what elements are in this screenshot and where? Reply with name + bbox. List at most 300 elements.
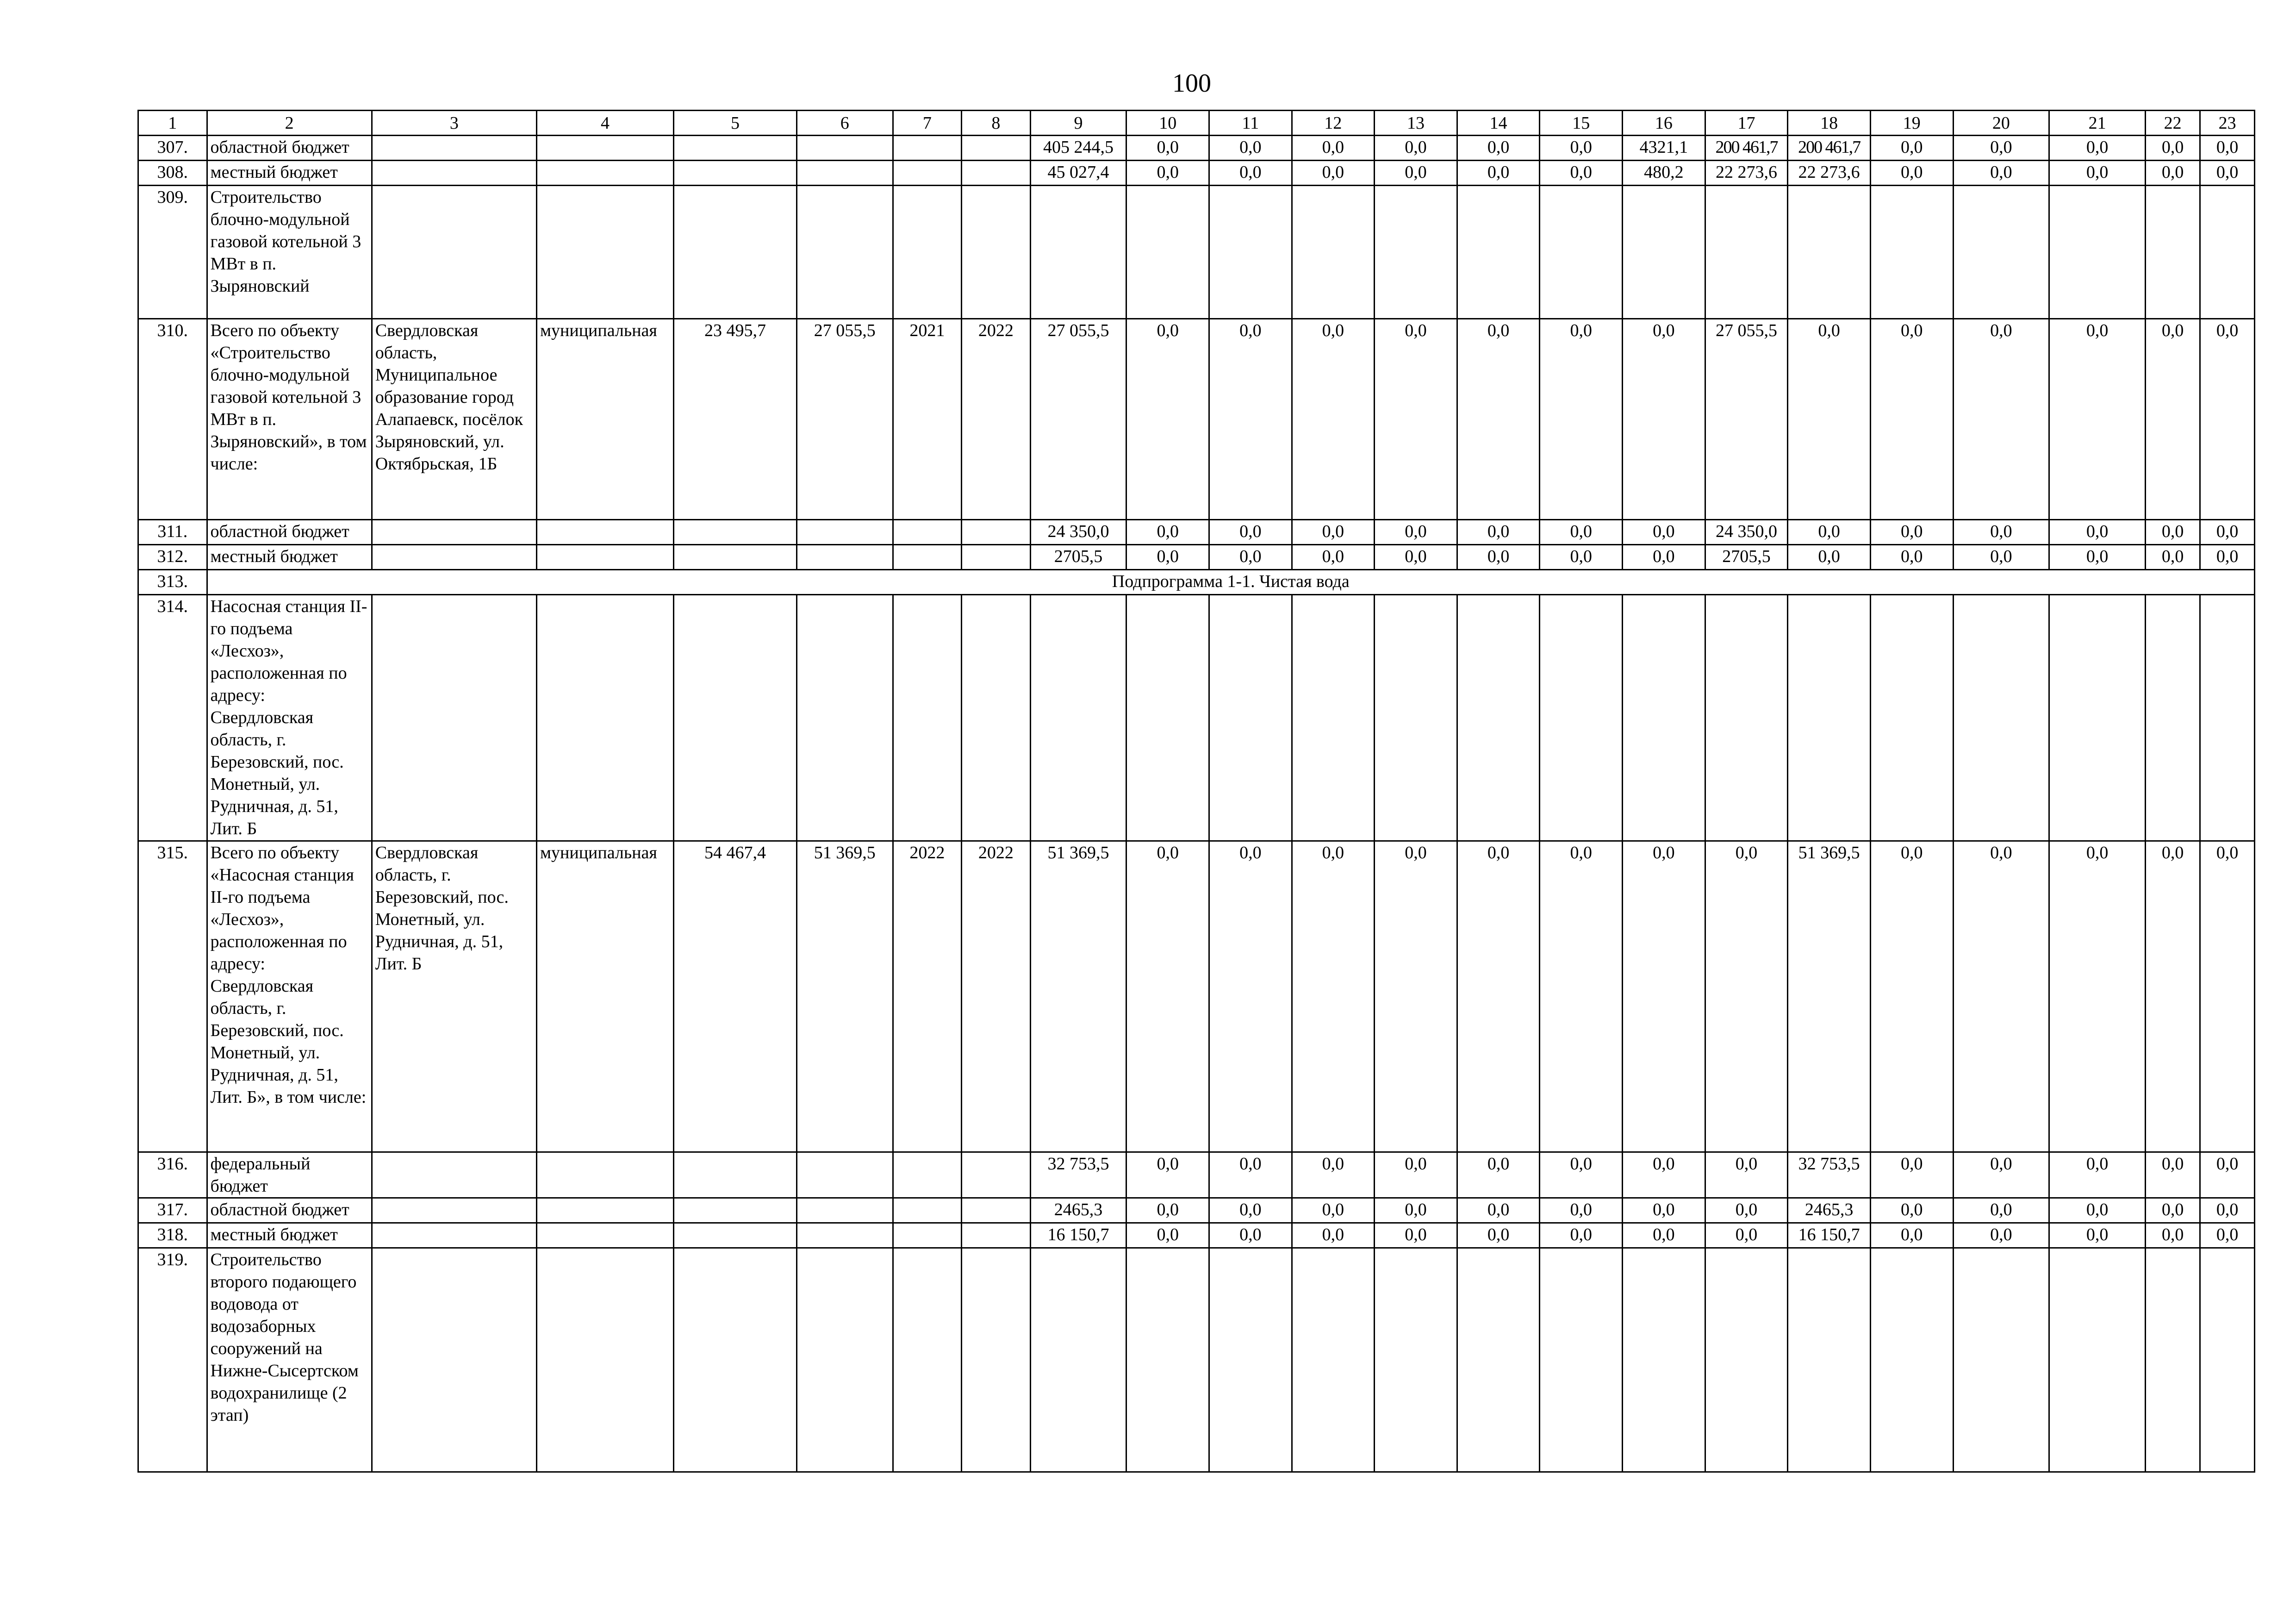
value-cell: 32 753,5 <box>1788 1152 1871 1198</box>
column-number: 11 <box>1209 111 1292 136</box>
value-cell: 0,0 <box>1209 1198 1292 1223</box>
value-cell: 0,0 <box>2049 1223 2146 1248</box>
value-cell: 200 461,7 <box>1705 136 1788 161</box>
total-cost <box>796 161 893 186</box>
value-cell: 0,0 <box>2200 161 2255 186</box>
ownership <box>536 520 673 545</box>
value-cell: 0,0 <box>1375 1223 1457 1248</box>
end-year <box>962 595 1031 841</box>
column-number: 2 <box>207 111 372 136</box>
value-cell: 0,0 <box>1292 1152 1375 1198</box>
value-cell <box>2049 186 2146 319</box>
ownership <box>536 186 673 319</box>
column-number: 14 <box>1457 111 1540 136</box>
value-cell: 0,0 <box>1209 161 1292 186</box>
object-name: областной бюджет <box>207 1198 372 1223</box>
value-cell: 0,0 <box>2145 841 2200 1152</box>
value-cell <box>1953 1248 2049 1472</box>
column-number: 5 <box>674 111 797 136</box>
value-cell: 16 150,7 <box>1030 1223 1126 1248</box>
column-number: 3 <box>372 111 536 136</box>
ownership <box>536 595 673 841</box>
value-cell: 0,0 <box>2145 136 2200 161</box>
object-location <box>372 186 536 319</box>
value-cell: 0,0 <box>1126 841 1209 1152</box>
value-cell <box>1030 186 1126 319</box>
end-year <box>962 520 1031 545</box>
ownership <box>536 161 673 186</box>
value-cell: 51 369,5 <box>1788 841 1871 1152</box>
row-number: 319. <box>138 1248 207 1472</box>
value-cell: 0,0 <box>1870 841 1953 1152</box>
value-cell: 0,0 <box>2200 1198 2255 1223</box>
value-cell <box>2145 1248 2200 1472</box>
value-cell: 0,0 <box>1788 319 1871 520</box>
value-cell: 0,0 <box>2200 520 2255 545</box>
value-cell <box>1540 1248 1623 1472</box>
row-number: 312. <box>138 545 207 570</box>
value-cell: 0,0 <box>2145 1198 2200 1223</box>
value-cell: 0,0 <box>1375 1152 1457 1198</box>
value-cell: 0,0 <box>2049 545 2146 570</box>
estimated-cost <box>674 545 797 570</box>
end-year <box>962 186 1031 319</box>
value-cell: 0,0 <box>1870 520 1953 545</box>
row-number: 316. <box>138 1152 207 1198</box>
value-cell: 0,0 <box>1126 161 1209 186</box>
value-cell <box>1953 186 2049 319</box>
value-cell: 0,0 <box>2049 520 2146 545</box>
value-cell: 0,0 <box>2049 1152 2146 1198</box>
total-cost <box>796 186 893 319</box>
object-name: Строительство блочно-модульной газовой котельной 3 МВт в п. Зыряновский <box>207 186 372 319</box>
value-cell: 0,0 <box>1623 520 1705 545</box>
value-cell: 0,0 <box>1209 319 1292 520</box>
value-cell: 0,0 <box>2049 1198 2146 1223</box>
value-cell <box>1126 1248 1209 1472</box>
start-year: 2022 <box>893 841 962 1152</box>
end-year <box>962 161 1031 186</box>
value-cell <box>1209 595 1292 841</box>
value-cell: 0,0 <box>1126 520 1209 545</box>
value-cell: 0,0 <box>2145 319 2200 520</box>
column-number: 8 <box>962 111 1031 136</box>
value-cell: 0,0 <box>1292 161 1375 186</box>
value-cell: 0,0 <box>1126 319 1209 520</box>
value-cell <box>1788 595 1871 841</box>
value-cell: 0,0 <box>1540 136 1623 161</box>
ownership <box>536 1198 673 1223</box>
value-cell <box>1209 186 1292 319</box>
value-cell: 2705,5 <box>1030 545 1126 570</box>
table-row <box>138 186 2255 319</box>
estimated-cost <box>674 161 797 186</box>
value-cell <box>1623 1248 1705 1472</box>
end-year: 2022 <box>962 319 1031 520</box>
object-name: областной бюджет <box>207 136 372 161</box>
object-name: Насосная станция II-го подъема «Лесхоз», расположенная по адресу: Свердловская область, г. Березовский, пос. Монетный, ул. Рудничная, д. 51, Лит. Б <box>207 595 372 841</box>
value-cell: 0,0 <box>1209 545 1292 570</box>
end-year: 2022 <box>962 841 1031 1152</box>
value-cell: 0,0 <box>1292 520 1375 545</box>
object-name: местный бюджет <box>207 161 372 186</box>
value-cell: 32 753,5 <box>1030 1152 1126 1198</box>
value-cell: 0,0 <box>1870 136 1953 161</box>
ownership <box>536 1223 673 1248</box>
value-cell <box>2049 595 2146 841</box>
end-year <box>962 136 1031 161</box>
column-number: 19 <box>1870 111 1953 136</box>
value-cell: 0,0 <box>1870 545 1953 570</box>
value-cell: 0,0 <box>2145 545 2200 570</box>
value-cell <box>1788 186 1871 319</box>
row-number: 313. <box>138 570 207 595</box>
value-cell: 0,0 <box>1457 841 1540 1152</box>
value-cell: 0,0 <box>1953 841 2049 1152</box>
end-year <box>962 545 1031 570</box>
start-year: 2021 <box>893 319 962 520</box>
total-cost <box>796 1248 893 1472</box>
row-number: 308. <box>138 161 207 186</box>
table-row <box>138 841 2255 1152</box>
object-name: федеральный бюджет <box>207 1152 372 1198</box>
value-cell: 0,0 <box>1457 1223 1540 1248</box>
value-cell <box>2145 595 2200 841</box>
column-number: 16 <box>1623 111 1705 136</box>
value-cell: 0,0 <box>2145 1152 2200 1198</box>
object-name: Всего по объекту «Строительство блочно-модульной газовой котельной 3 МВт в п. Зыряновский», в том числе: <box>207 319 372 520</box>
start-year <box>893 186 962 319</box>
value-cell: 0,0 <box>1953 520 2049 545</box>
value-cell <box>1870 1248 1953 1472</box>
value-cell <box>1870 186 1953 319</box>
table-row <box>138 319 2255 520</box>
value-cell <box>1623 595 1705 841</box>
value-cell: 0,0 <box>1953 1198 2049 1223</box>
value-cell: 0,0 <box>1457 136 1540 161</box>
value-cell: 0,0 <box>1375 319 1457 520</box>
value-cell: 0,0 <box>1788 520 1871 545</box>
value-cell: 0,0 <box>1953 545 2049 570</box>
column-number: 12 <box>1292 111 1375 136</box>
ownership <box>536 545 673 570</box>
estimated-cost: 54 467,4 <box>674 841 797 1152</box>
estimated-cost <box>674 1248 797 1472</box>
column-number: 20 <box>1953 111 2049 136</box>
value-cell: 0,0 <box>1540 319 1623 520</box>
value-cell: 0,0 <box>1540 1223 1623 1248</box>
object-location <box>372 545 536 570</box>
value-cell: 0,0 <box>1705 841 1788 1152</box>
value-cell: 0,0 <box>2145 520 2200 545</box>
table-row <box>138 161 2255 186</box>
object-location <box>372 1248 536 1472</box>
value-cell <box>1540 595 1623 841</box>
value-cell: 24 350,0 <box>1030 520 1126 545</box>
table-row <box>138 136 2255 161</box>
table-row <box>138 1223 2255 1248</box>
value-cell: 0,0 <box>1540 841 1623 1152</box>
value-cell: 0,0 <box>1375 520 1457 545</box>
estimated-cost: 23 495,7 <box>674 319 797 520</box>
value-cell: 22 273,6 <box>1705 161 1788 186</box>
row-number: 314. <box>138 595 207 841</box>
value-cell: 2705,5 <box>1705 545 1788 570</box>
value-cell: 0,0 <box>1209 841 1292 1152</box>
value-cell: 0,0 <box>1375 136 1457 161</box>
value-cell: 0,0 <box>1126 136 1209 161</box>
object-location: Свердловская область, Муниципальное образование город Алапаевск, посёлок Зыряновский, ул. Октябрьская, 1Б <box>372 319 536 520</box>
value-cell: 0,0 <box>1870 1152 1953 1198</box>
value-cell: 45 027,4 <box>1030 161 1126 186</box>
value-cell <box>1292 1248 1375 1472</box>
value-cell: 24 350,0 <box>1705 520 1788 545</box>
start-year <box>893 1223 962 1248</box>
value-cell: 0,0 <box>1209 520 1292 545</box>
value-cell: 0,0 <box>1375 161 1457 186</box>
value-cell: 2465,3 <box>1788 1198 1871 1223</box>
estimated-cost <box>674 186 797 319</box>
investment-table <box>137 110 2255 1473</box>
subprogram-title: Подпрограмма 1-1. Чистая вода <box>207 570 2254 595</box>
value-cell: 0,0 <box>1457 520 1540 545</box>
value-cell <box>1209 1248 1292 1472</box>
value-cell: 16 150,7 <box>1788 1223 1871 1248</box>
row-number: 309. <box>138 186 207 319</box>
value-cell: 2465,3 <box>1030 1198 1126 1223</box>
value-cell: 0,0 <box>2145 161 2200 186</box>
column-number: 23 <box>2200 111 2255 136</box>
value-cell: 0,0 <box>1540 1198 1623 1223</box>
value-cell: 200 461,7 <box>1788 136 1871 161</box>
value-cell: 0,0 <box>1292 136 1375 161</box>
value-cell <box>2200 186 2255 319</box>
value-cell: 480,2 <box>1623 161 1705 186</box>
total-cost <box>796 545 893 570</box>
table-row <box>138 1198 2255 1223</box>
value-cell <box>1457 186 1540 319</box>
value-cell <box>1540 186 1623 319</box>
value-cell <box>1375 186 1457 319</box>
row-number: 307. <box>138 136 207 161</box>
value-cell: 0,0 <box>1788 545 1871 570</box>
value-cell: 0,0 <box>2049 161 2146 186</box>
start-year <box>893 1248 962 1472</box>
value-cell <box>1030 595 1126 841</box>
value-cell: 0,0 <box>1623 1223 1705 1248</box>
value-cell: 405 244,5 <box>1030 136 1126 161</box>
end-year <box>962 1198 1031 1223</box>
value-cell: 0,0 <box>2200 545 2255 570</box>
value-cell <box>2049 1248 2146 1472</box>
value-cell: 0,0 <box>1457 545 1540 570</box>
value-cell <box>1457 1248 1540 1472</box>
total-cost: 51 369,5 <box>796 841 893 1152</box>
value-cell: 0,0 <box>1375 841 1457 1152</box>
value-cell: 0,0 <box>1953 1223 2049 1248</box>
value-cell: 0,0 <box>1126 545 1209 570</box>
object-location <box>372 161 536 186</box>
value-cell: 0,0 <box>1209 136 1292 161</box>
object-name: местный бюджет <box>207 545 372 570</box>
value-cell: 0,0 <box>2049 136 2146 161</box>
value-cell: 0,0 <box>1953 319 2049 520</box>
value-cell: 0,0 <box>1623 1152 1705 1198</box>
page-number: 100 <box>1172 69 1211 98</box>
ownership <box>536 1248 673 1472</box>
end-year <box>962 1223 1031 1248</box>
object-location <box>372 136 536 161</box>
row-number: 315. <box>138 841 207 1152</box>
value-cell: 0,0 <box>1870 1223 1953 1248</box>
value-cell: 0,0 <box>1870 161 1953 186</box>
estimated-cost <box>674 520 797 545</box>
value-cell <box>1292 595 1375 841</box>
total-cost <box>796 520 893 545</box>
value-cell <box>1705 1248 1788 1472</box>
value-cell: 0,0 <box>1623 319 1705 520</box>
value-cell: 0,0 <box>1292 1198 1375 1223</box>
value-cell <box>1705 186 1788 319</box>
value-cell: 0,0 <box>2200 1152 2255 1198</box>
value-cell: 0,0 <box>2145 1223 2200 1248</box>
column-number: 15 <box>1540 111 1623 136</box>
value-cell: 0,0 <box>1953 136 2049 161</box>
estimated-cost <box>674 136 797 161</box>
start-year <box>893 136 962 161</box>
value-cell: 0,0 <box>1126 1152 1209 1198</box>
ownership: муниципальная <box>536 319 673 520</box>
value-cell: 0,0 <box>1623 545 1705 570</box>
column-number-row <box>138 111 2255 136</box>
value-cell: 0,0 <box>2200 136 2255 161</box>
value-cell: 0,0 <box>1705 1198 1788 1223</box>
column-number: 13 <box>1375 111 1457 136</box>
value-cell <box>2145 186 2200 319</box>
column-number: 7 <box>893 111 962 136</box>
table-row <box>138 520 2255 545</box>
estimated-cost <box>674 1198 797 1223</box>
value-cell: 51 369,5 <box>1030 841 1126 1152</box>
value-cell: 27 055,5 <box>1705 319 1788 520</box>
object-name: Всего по объекту «Насосная станция II-го подъема «Лесхоз», расположенная по адресу: Свердловская область, г. Березовский, пос. Монетный, ул. Рудничная, д. 51, Лит. Б», в том числе: <box>207 841 372 1152</box>
total-cost: 27 055,5 <box>796 319 893 520</box>
column-number: 6 <box>796 111 893 136</box>
value-cell: 0,0 <box>1540 520 1623 545</box>
value-cell: 0,0 <box>2049 841 2146 1152</box>
column-number: 4 <box>536 111 673 136</box>
ownership <box>536 1152 673 1198</box>
value-cell <box>1126 595 1209 841</box>
table-row <box>138 545 2255 570</box>
table-row <box>138 1248 2255 1472</box>
value-cell: 0,0 <box>1870 1198 1953 1223</box>
value-cell: 0,0 <box>1540 545 1623 570</box>
value-cell <box>1292 186 1375 319</box>
value-cell: 0,0 <box>1209 1152 1292 1198</box>
value-cell: 27 055,5 <box>1030 319 1126 520</box>
value-cell: 0,0 <box>1540 161 1623 186</box>
table-row <box>138 1152 2255 1198</box>
row-number: 310. <box>138 319 207 520</box>
end-year <box>962 1248 1031 1472</box>
value-cell: 0,0 <box>2200 319 2255 520</box>
total-cost <box>796 1223 893 1248</box>
value-cell: 0,0 <box>1457 161 1540 186</box>
object-location <box>372 1223 536 1248</box>
row-number: 318. <box>138 1223 207 1248</box>
column-number: 22 <box>2145 111 2200 136</box>
value-cell <box>2200 595 2255 841</box>
object-location <box>372 595 536 841</box>
value-cell: 0,0 <box>1870 319 1953 520</box>
value-cell: 0,0 <box>1457 1152 1540 1198</box>
value-cell: 0,0 <box>1209 1223 1292 1248</box>
start-year <box>893 1198 962 1223</box>
value-cell <box>1870 595 1953 841</box>
value-cell: 0,0 <box>1540 1152 1623 1198</box>
estimated-cost <box>674 1152 797 1198</box>
value-cell: 0,0 <box>1126 1198 1209 1223</box>
value-cell: 0,0 <box>1292 319 1375 520</box>
estimated-cost <box>674 595 797 841</box>
value-cell <box>1705 595 1788 841</box>
column-number: 18 <box>1788 111 1871 136</box>
row-number: 311. <box>138 520 207 545</box>
start-year <box>893 161 962 186</box>
value-cell: 0,0 <box>1292 545 1375 570</box>
value-cell: 0,0 <box>1292 1223 1375 1248</box>
object-name: Строительство второго подающего водовода от водозаборных сооружений на Нижне-Сысертском водохранилище (2 этап) <box>207 1248 372 1472</box>
value-cell: 0,0 <box>2200 1223 2255 1248</box>
start-year <box>893 520 962 545</box>
value-cell: 0,0 <box>1953 161 2049 186</box>
value-cell: 0,0 <box>1623 1198 1705 1223</box>
object-name: местный бюджет <box>207 1223 372 1248</box>
value-cell: 22 273,6 <box>1788 161 1871 186</box>
column-number: 21 <box>2049 111 2146 136</box>
total-cost <box>796 136 893 161</box>
value-cell: 0,0 <box>1457 1198 1540 1223</box>
value-cell <box>1375 1248 1457 1472</box>
table-row <box>138 595 2255 841</box>
object-name: областной бюджет <box>207 520 372 545</box>
value-cell: 0,0 <box>2049 319 2146 520</box>
value-cell <box>1375 595 1457 841</box>
value-cell <box>1030 1248 1126 1472</box>
value-cell: 0,0 <box>1457 319 1540 520</box>
row-number: 317. <box>138 1198 207 1223</box>
value-cell: 0,0 <box>1126 1223 1209 1248</box>
value-cell: 0,0 <box>1953 1152 2049 1198</box>
value-cell <box>1457 595 1540 841</box>
object-location: Свердловская область, г. Березовский, пос. Монетный, ул. Рудничная, д. 51, Лит. Б <box>372 841 536 1152</box>
estimated-cost <box>674 1223 797 1248</box>
value-cell <box>1126 186 1209 319</box>
object-location <box>372 520 536 545</box>
value-cell <box>1953 595 2049 841</box>
value-cell: 0,0 <box>1375 1198 1457 1223</box>
start-year <box>893 1152 962 1198</box>
total-cost <box>796 1152 893 1198</box>
ownership <box>536 136 673 161</box>
value-cell: 0,0 <box>2200 841 2255 1152</box>
table-row <box>138 570 2255 595</box>
total-cost <box>796 1198 893 1223</box>
column-number: 17 <box>1705 111 1788 136</box>
total-cost <box>796 595 893 841</box>
value-cell <box>1788 1248 1871 1472</box>
